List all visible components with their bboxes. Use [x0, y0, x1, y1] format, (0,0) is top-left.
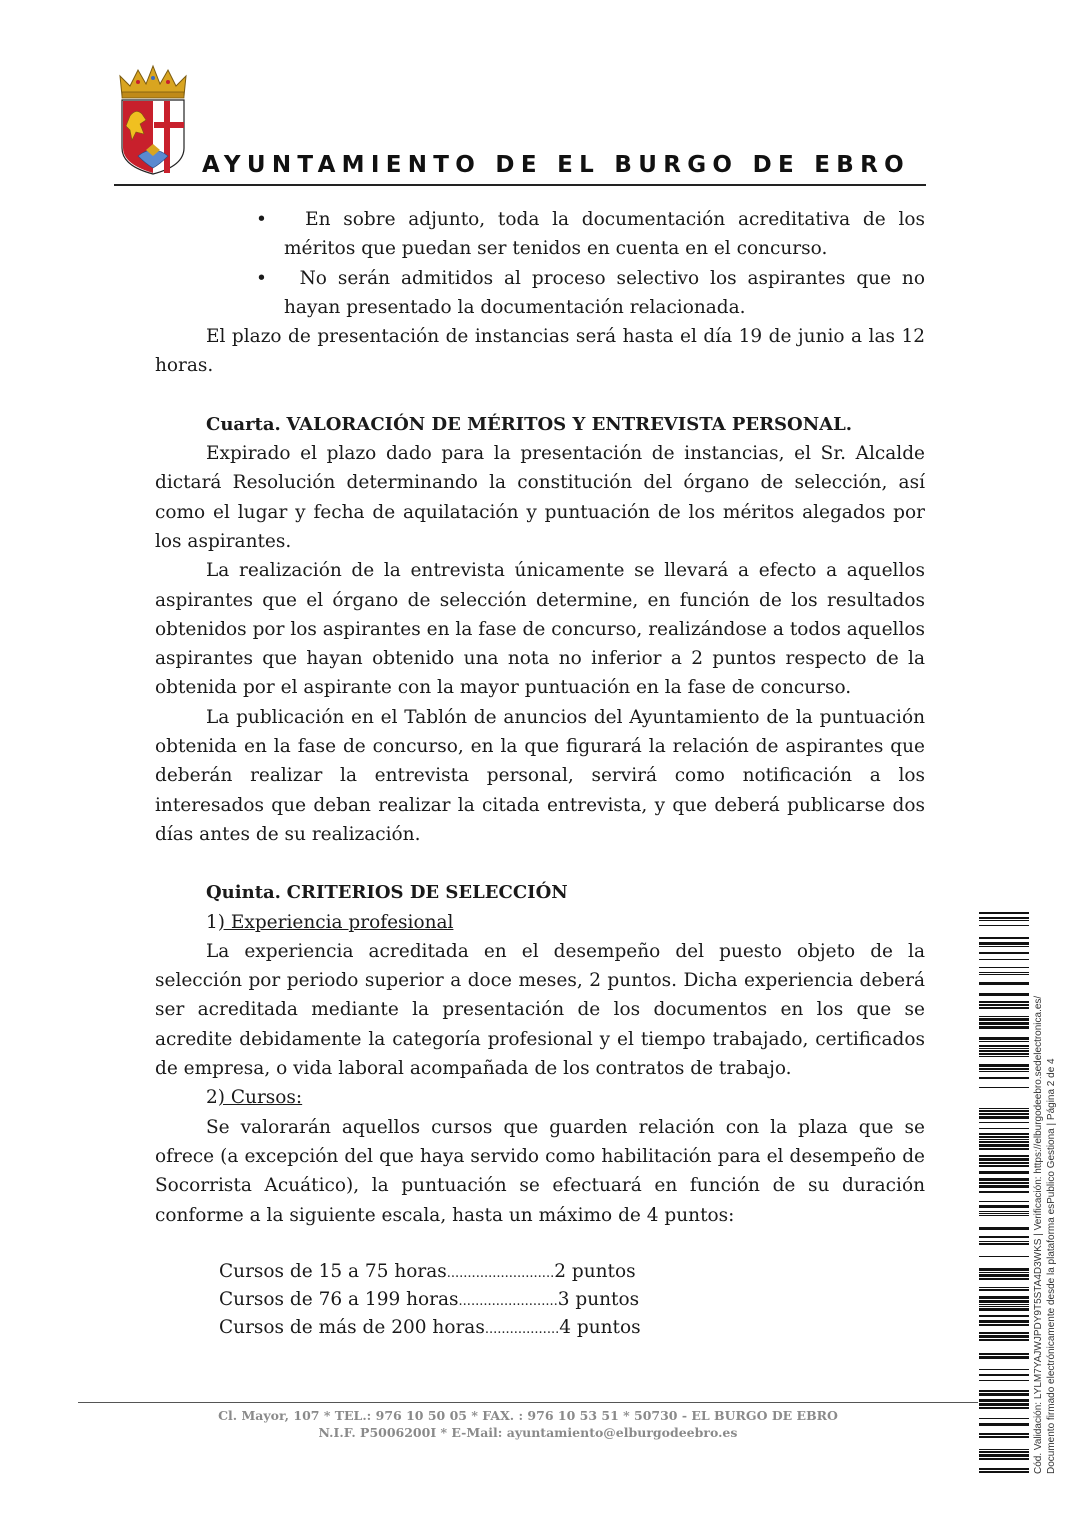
- organization-title: AYUNTAMIENTO DE EL BURGO DE EBRO: [202, 152, 910, 178]
- validation-text: [1033, 912, 1063, 1474]
- scale-row: Cursos de 76 a 199 horas........................3 puntos: [219, 1288, 640, 1310]
- header-divider: [114, 184, 926, 186]
- subsection-title: ) Experiencia profesional: [217, 911, 454, 933]
- letterhead: [114, 62, 926, 186]
- list-item: • En sobre adjunto, toda la documentación acreditativa de los méritos que puedan ser tenidos en cuenta en el concurso.: [256, 209, 925, 260]
- footer-nif: N.I.F. P5006200I * E-Mail: ayuntamiento@elburgodeebro.es: [318, 1425, 738, 1440]
- subsection-heading: [155, 908, 925, 937]
- bullet-text: En sobre adjunto, toda la documentación acreditativa de los méritos que puedan ser tenidos en cuenta en el concurso.: [284, 209, 925, 260]
- coat-of-arms-icon: [116, 64, 190, 176]
- paragraph: Se valorarán aquellos cursos que guarden relación con la plaza que se ofrece (a excepción del que haya servido como habilitación para el desempeño de Socorrista Acuático), la puntuación se efectuará en función de su duración conforme a la siguiente escala, hasta un máximo de 4 puntos:: [155, 1116, 925, 1226]
- section-heading: [155, 410, 925, 439]
- subsection-number: 2: [206, 1087, 218, 1109]
- signature-note: Documento firmado electrónicamente desde la plataforma esPublico Gestiona | Página 2 de 4: [1045, 1058, 1057, 1474]
- subsection-number: 1: [206, 911, 218, 933]
- subsection-title: ) Cursos:: [217, 1087, 303, 1109]
- paragraph: La publicación en el Tablón de anuncios del Ayuntamiento de la puntuación obtenida en la fase de concurso, en la que figurará la relación de aspirantes que deberán realizar la entrevista personal, servirá como notificación a los interesados que deban realizar la citada entrevista, y que deberá publicarse dos días antes de su realización.: [155, 706, 925, 845]
- paragraph: Expirado el plazo dado para la presentación de instancias, el Sr. Alcalde dictará Resolución determinando la constitución del órgano de selección, así como el lugar y fecha de aquilatación y puntuación de los méritos alegados por los aspirantes.: [155, 443, 925, 552]
- section-title: VALORACIÓN DE MÉRITOS Y ENTREVISTA PERSONAL.: [286, 413, 853, 435]
- validation-code: Cód. Validación: LYLM7YAJWJPDY9T5STA4D3WKS | Verificación: https://elburgodeebro.sedelectronica.es/: [1033, 995, 1044, 1474]
- paragraph: El plazo de presentación de instancias será hasta el día 19 de junio a las 12 horas.: [155, 326, 925, 377]
- list-item: • No serán admitidos al proceso selectivo los aspirantes que no hayan presentado la documentación relacionada.: [256, 267, 925, 318]
- section-title: CRITERIOS DE SELECCIÓN: [286, 882, 568, 904]
- footer: [78, 1407, 978, 1441]
- document-body: [155, 205, 925, 1343]
- paragraph: La experiencia acreditada en el desempeño del puesto objeto de la selección por periodo superior a doce meses, 2 puntos. Dicha experiencia deberá ser acreditada mediante la presentación de los documentos en los que se acredite debidamente la categoría profesional y el tiempo trabajado, certificados de empresa, o vida laboral acompañada de los contratos de trabajo.: [155, 940, 925, 1080]
- footer-divider: [78, 1402, 978, 1403]
- section-heading: [155, 878, 925, 907]
- scale-row: Cursos de más de 200 horas..................4 puntos: [219, 1316, 641, 1338]
- course-scale: [155, 1259, 925, 1343]
- scale-row: Cursos de 15 a 75 horas..........................2 puntos: [219, 1260, 636, 1282]
- bullet-text: No serán admitidos al proceso selectivo los aspirantes que no hayan presentado la documentación relacionada.: [284, 267, 925, 318]
- section-label: Cuarta.: [206, 413, 281, 435]
- paragraph: La realización de la entrevista únicamente se llevará a efecto a aquellos aspirantes que el órgano de selección determine, en función de los resultados obtenidos por los aspirantes en la fase de concurso, realizándose a todos aquellos aspirantes que hayan obtenido una nota no inferior a 2 puntos respecto de la obtenida por el aspirante con la mayor puntuación en la fase de concurso.: [155, 560, 925, 699]
- section-label: Quinta.: [206, 882, 281, 904]
- barcode-icon: [979, 912, 1029, 1474]
- footer-address: Cl. Mayor, 107 * TEL.: 976 10 50 05 * FAX. : 976 10 53 51 * 50730 - EL BURGO DE EBRO: [218, 1408, 838, 1423]
- subsection-heading: [155, 1083, 925, 1112]
